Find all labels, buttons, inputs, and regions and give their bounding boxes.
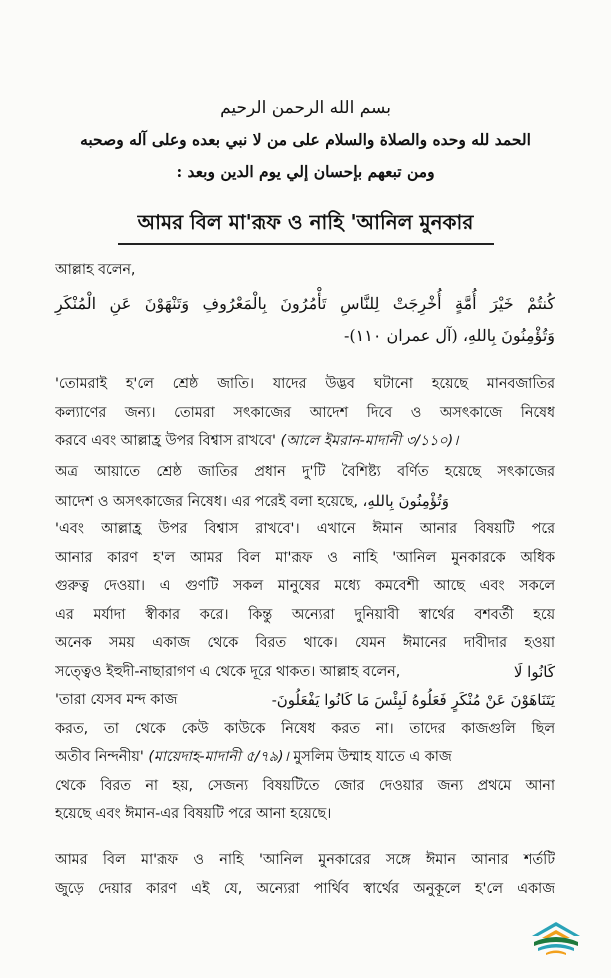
intro-text: আল্লাহ বলেন, — [55, 262, 136, 278]
para2-line-8-text: সত্ত্বেও ইহুদী-নাছারাগণ এ থেকে দূরে থাকত। আল্লাহ বলেন, — [55, 663, 401, 680]
hamd-line-1: الحمد لله وحده والصلاة والسلام على من لا نبي بعده وعلى آله وصحبه — [80, 130, 531, 149]
hamd-line-2: ومن تبعهم بإحسان إلي يوم الدين وبعد : — [176, 162, 435, 181]
para2-line-9-text: 'তারা যেসব মন্দ কাজ — [55, 692, 178, 708]
verse-block — [55, 288, 555, 352]
para1-line-2: কল্যাণের জন্য। তোমরা সৎকাজের আদেশ দিবে ও অসৎকাজে নিষেধ — [55, 404, 555, 421]
para2-line-7: অনেক সময় একাজ থেকে বিরত থাকে। যেমন ঈমানের দাবীদার হওয়া — [55, 635, 555, 651]
para2-line-2-text: আদেশ ও অসৎকাজের নিষেধ। এর পরেই বলা হয়েছে, — [55, 493, 358, 510]
para2-line-11-rest: মুসলিম উম্মাহ যাতে এ কাজ — [293, 749, 452, 765]
para2-line-9 — [55, 686, 555, 715]
verse-line-1: كُنتُمْ خَيْرَ أُمَّةٍ أُخْرِجَتْ لِلنَّاسِ تَأْمُرُونَ بِالْمَعْرُوفِ وَتَنْهَوْنَ عَنِ الْمُنْكَرِ — [55, 294, 555, 313]
para1-reference: (আলে ইমরান-মাদানী ৩/১১০)। — [280, 433, 459, 449]
para2-line-11 — [55, 743, 555, 772]
para2-line-4: আনার কারণ হ'ল আমর বিল মা'রূফ ও নাহি 'আনিল মুনকারকে অধিক — [55, 549, 555, 566]
intro-block — [55, 256, 555, 285]
para2-arabic-verse: يَتَنَاهَوْنَ عَنْ مُنْكَرٍ فَعَلُوهُ لَبِئْسَ مَا كَانُوا يَفْعَلُونَ- — [271, 691, 555, 709]
para2-line-11-text: অতীব নিন্দনীয়' — [55, 749, 144, 765]
para2-line-1: অত্র আয়াতে শ্রেষ্ঠ জাতির প্রধান দু'টি বৈশিষ্ট্য বর্ণিত হয়েছে সৎকাজের — [55, 464, 555, 480]
para2-line-13: হয়েছে এবং ঈমান-এর বিষয়টি পরে আনা হয়েছে। — [55, 806, 332, 822]
para1-line-1: 'তোমরাই হ'লে শ্রেষ্ঠ জাতি। যাদের উদ্ভব ঘটানো হয়েছে মানবজাতির — [55, 376, 555, 392]
para2-reference: (মায়েদাহ-মাদানী ৫/৭৯)। — [148, 749, 289, 765]
verse-line-2: وَتُؤْمِنُونَ بِاللهِ، (آل عمران ١١٠)- — [343, 326, 555, 345]
chapter-title: আমর বিল মা'রূফ ও নাহি 'আনিল মুনকার — [137, 210, 474, 234]
para2-line-10: করত, তা থেকে কেউ কাউকে নিষেধ করত না। তাদের কাজগুলি ছিল — [55, 720, 555, 737]
paragraph-2 — [55, 458, 555, 829]
para1-line-3-text: করবে এবং আল্লাহ্র উপর বিশ্বাস রাখবে' — [55, 433, 276, 449]
title-underline — [118, 243, 494, 245]
para2-arabic-verse-start: كَانُوا لَا — [513, 662, 555, 681]
para2-arabic-phrase: وَتُؤْمِنُونَ بِاللهِ، — [362, 491, 449, 510]
publisher-logo-icon — [528, 920, 584, 958]
para2-line-6: এর মর্যাদা স্বীকার করে। কিন্তু অন্যেরা দুনিয়াবী স্বার্থের বশবর্তী হয়ে — [55, 606, 555, 623]
basmala: بسم الله الرحمن الرحيم — [220, 98, 391, 118]
paragraph-1 — [55, 370, 555, 456]
para2-line-2 — [55, 487, 555, 516]
para2-line-8 — [55, 658, 555, 687]
para1-line-3 — [55, 427, 555, 456]
para2-line-3: 'এবং আল্লাহ্র উপর বিশ্বাস রাখবে'। এখানে ঈমান আনার বিষয়টি পরে — [55, 521, 555, 537]
para3-line-1: আমর বিল মা'রূফ ও নাহি 'আনিল মুনকারের সঙ্গে ঈমান আনার শর্তটি — [55, 852, 555, 868]
para2-line-12: থেকে বিরত না হয়, সেজন্য বিষয়টিতে জোর দেওয়ার জন্য প্রথমে আনা — [55, 777, 555, 794]
para3-line-2: জুড়ে দেয়ার কারণ এই যে, অন্যেরা পার্থিব স্বার্থের অনুকূলে হ'লে একাজ — [55, 880, 555, 897]
paragraph-3 — [55, 846, 555, 903]
para2-line-5: গুরুত্ব দেওয়া। এ গুণটি সকল মানুষের মধ্যে কমবেশী আছে এবং সকলে — [55, 578, 555, 594]
